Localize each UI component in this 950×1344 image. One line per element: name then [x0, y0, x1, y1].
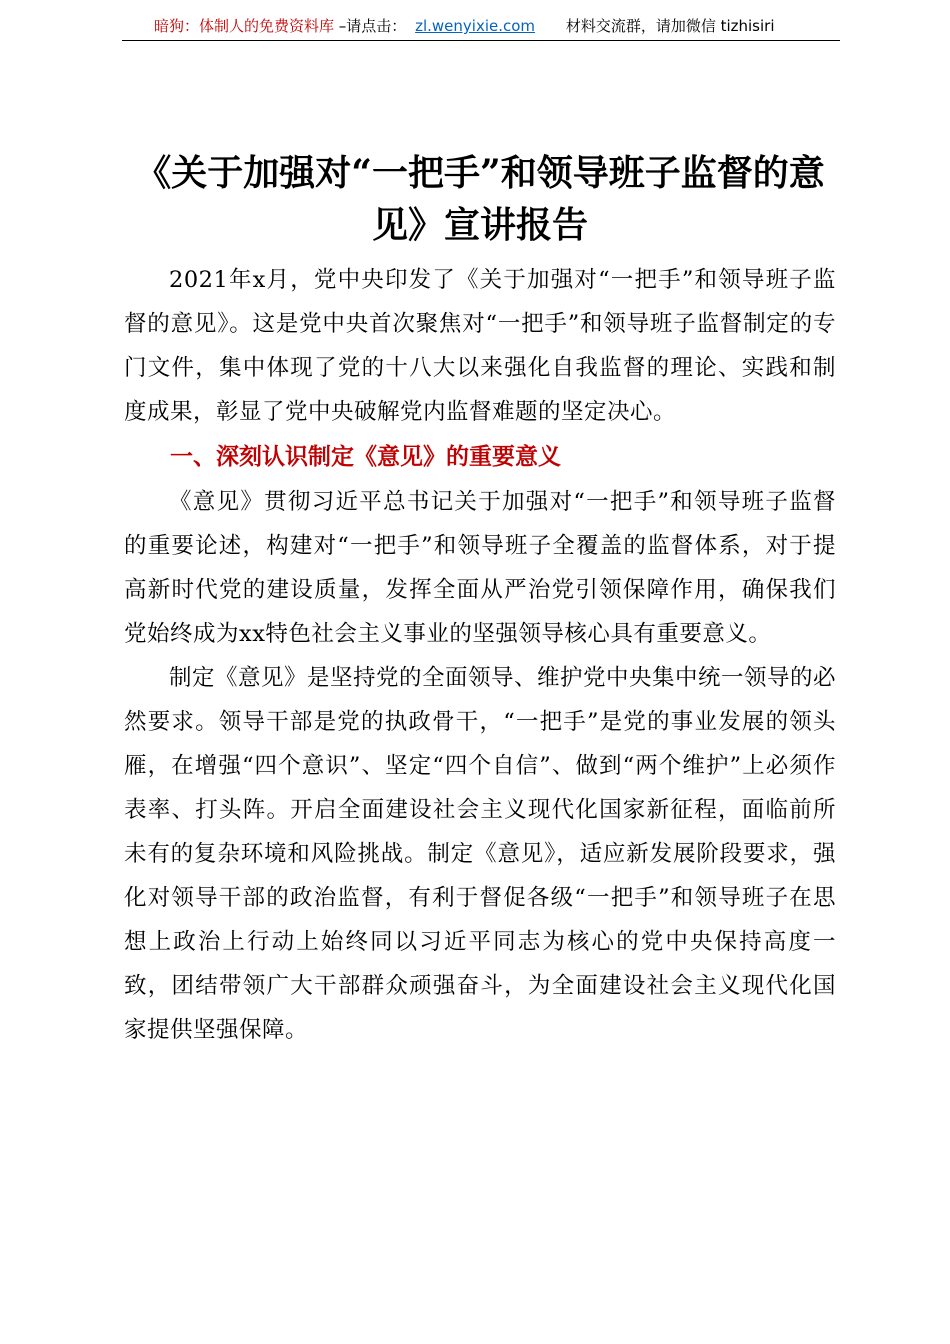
- section-heading: 一、深刻认识制定《意见》的重要意义: [170, 444, 561, 470]
- document-title: 《关于加强对“一把手”和领导班子监督的意见》宣讲报告: [135, 152, 825, 246]
- body-paragraph: 制定《意见》是坚持党的全面领导、维护党中央集中统一领导的必然要求。领导干部是党的执政骨干，“一把手”是党的事业发展的领头雁，在增强“四个意识”、坚定“四个自信”、做到“两个维护”上必须作表率、打头阵。开启全面建设社会主义现代化国家新征程，面临前所未有的复杂环境和风险挑战。制定《意见》，适应新发展阶段要求，强化对领导干部的政治监督，有利于督促各级“一把手”和领导班子在思想上政治上行动上始终同以习近平同志为核心的党中央保持高度一致，团结带领广大干部群众顽强奋斗，为全面建设社会主义现代化国家提供坚强保障。: [124, 665, 837, 1043]
- intro-paragraph: 2021年x月，党中央印发了《关于加强对“一把手”和领导班子监督的意见》。这是党中央首次聚焦对“一把手”和领导班子监督制定的专门文件，集中体现了党的十八大以来强化自我监督的理论、实践和制度成果，彰显了党中央破解党内监督难题的坚定决心。: [124, 267, 836, 425]
- header-link[interactable]: zl.wenyixie.com: [415, 17, 536, 35]
- body-paragraph: 《意见》贯彻习近平总书记关于加强对“一把手”和领导班子监督的重要论述，构建对“一把手”和领导班子全覆盖的监督体系，对于提高新时代党的建设质量，发挥全面从严治党引领保障作用，确保我们党始终成为xx特色社会主义事业的坚强领导核心具有重要意义。: [124, 489, 836, 647]
- document-body: [124, 258, 836, 1052]
- page-header: [122, 14, 840, 41]
- header-prompt: –请点击：: [338, 17, 407, 35]
- header-wechat-note: 材料交流群，请加微信 tizhisiri: [565, 17, 775, 35]
- header-brand: 暗狗：体制人的免费资料库: [154, 17, 335, 35]
